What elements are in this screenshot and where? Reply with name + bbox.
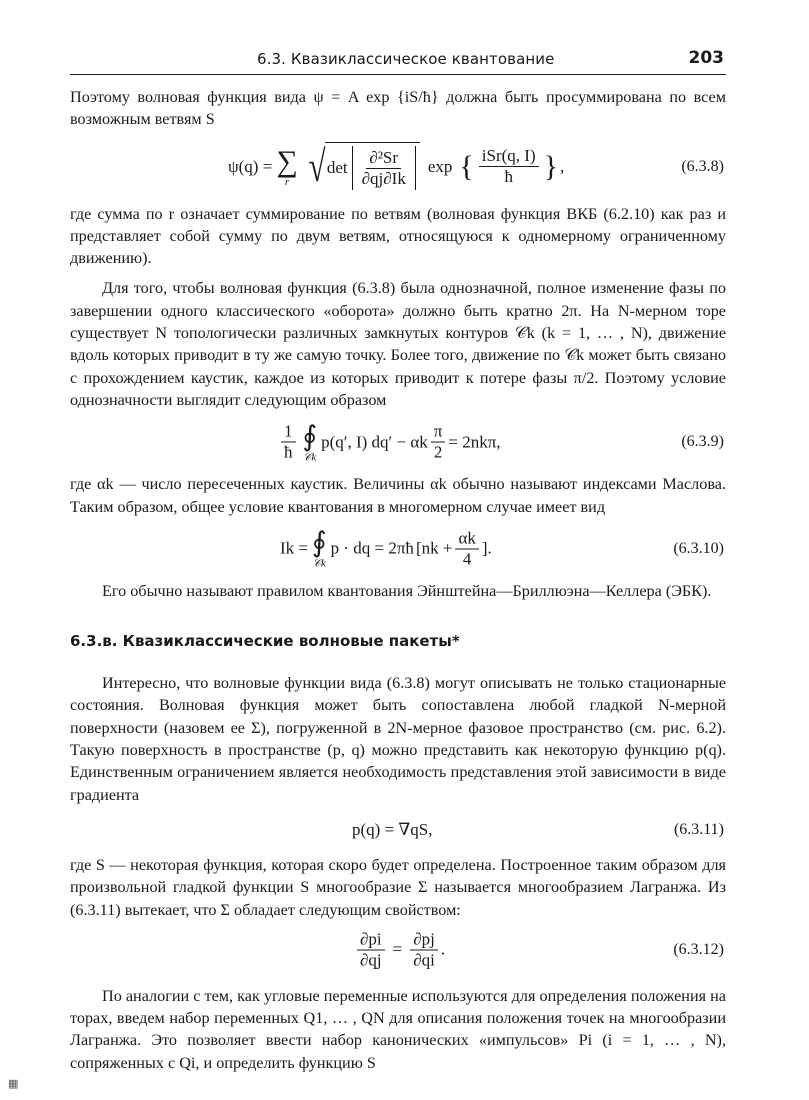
eq6310-bracket-open: [nk + <box>415 538 453 558</box>
eq6312-frac-right <box>410 929 438 970</box>
eq638-sum: ∑ r <box>276 144 298 188</box>
paragraph-1: Поэтому волновая функция вида ψ = A exp {iS/ħ} должна быть просуммирована по всем возможным ветвям S <box>70 88 726 129</box>
eq638-sum-index: r <box>284 175 290 188</box>
eq638-sqrt: √ det $\frac{\text{∂²Sr}}{\partial qj\partial Ik}$ <box>305 142 420 192</box>
eq638-d2s-frac <box>359 148 409 189</box>
eq638-tail: , <box>560 156 565 176</box>
eq639-contour-integral: ∮ 𝒞k <box>302 421 318 464</box>
paragraph-6: Интересно, что волновые функции вида (6.3.8) могут описывать не только стационарные состояния. Волновая функция может быть сопоставлена любой гладкой N-мерной поверхности (назовем ее Σ), погруженной в 2N-мерное фазовое пространство (см. рис. 6.2). Такую поверхность в пространстве (p, q) можно представить как некоторую функцию p(q). Единственным ограничением является необходимость представления этой зависимости в виде градиента <box>70 674 726 804</box>
eq6312-frac-left <box>357 929 385 970</box>
eq639-pi: π <box>431 422 446 443</box>
eq6310-lhs: Ik = <box>280 538 308 558</box>
eq6310-alpha-frac <box>455 528 478 569</box>
eq638-frac-den: ħ <box>504 167 513 187</box>
eq6312-den1: ∂qj <box>360 950 382 970</box>
eq638-d2s-num: ∂²Sr <box>366 148 401 169</box>
eq6310-integrand: p · dq = 2πħ <box>330 538 414 558</box>
equation-6-3-9 <box>70 413 726 471</box>
paragraph-2: где сумма по r означает суммирование по ветвям (волновая функция ВКБ (6.2.10) как раз и представляет собой сумму по двум ветвям, относящуюся к одномерному ограниченному движению). <box>70 204 726 268</box>
eq6312-dot: . <box>440 939 446 959</box>
eq639-contour: 𝒞k <box>303 451 317 464</box>
page-number: 203 <box>688 48 724 68</box>
eq6311-body: p(q) = ∇qS, <box>352 819 433 839</box>
eq6310-alpha: αk <box>455 528 478 549</box>
eq638-d2s-den: ∂qj∂Ik <box>361 168 406 188</box>
running-header <box>70 44 726 75</box>
eq638-number: (6.3.8) <box>681 157 724 175</box>
eq6310-contour: 𝒞k <box>312 557 326 570</box>
equation-6-3-10 <box>70 520 726 578</box>
page-body <box>70 86 726 1074</box>
paragraph-7: где S — некоторая функция, которая скоро будет определена. Построенное таким образом для произвольной гладкой функции S многообразие Σ называется многообразием Лагранжа. Из (6.3.11) вытекает, что Σ обладает следующим свойством: <box>70 855 726 919</box>
paragraph-8: По аналогии с тем, как угловые переменные используются для определения положения на торах, введем набор переменных Q1, … , QN для описания положения точек на многообразии Лагранжа. Это позволяет ввести набор канонических «импульсов» Pi (i = 1, … , N), сопряженных с Qi, и определить функцию S <box>70 986 726 1072</box>
eq6312-num1: ∂pi <box>357 929 385 950</box>
eq6312-number: (6.3.12) <box>673 940 724 958</box>
running-header-title: 6.3. Квазиклассическое квантование <box>257 50 555 68</box>
paragraph-5: Его обычно называют правилом квантования Эйнштейна—Бриллюэна—Келлера (ЭБК). <box>102 581 712 600</box>
eq639-one: 1 <box>281 422 296 443</box>
eq6310-four: 4 <box>462 549 472 569</box>
eq639-integrand: p(q′, I) dq′ − αk <box>321 432 428 452</box>
eq6310-number: (6.3.10) <box>673 539 724 557</box>
eq6310-bracket-close: ]. <box>481 538 492 558</box>
eq6312-den2: ∂qi <box>413 950 435 970</box>
equation-6-3-11 <box>70 808 726 852</box>
eq639-number: (6.3.9) <box>681 433 724 451</box>
equation-6-3-12 <box>70 923 726 977</box>
eq639-hbar: ħ <box>284 442 293 462</box>
section-heading: 6.3.в. Квазиклассические волновые пакеты* <box>70 632 460 651</box>
paragraph-4: где αk — число пересеченных каустик. Величины αk обычно называют индексами Маслова. Таким образом, общее условие квантования в многомерном случае имеет вид <box>70 475 726 516</box>
eq639-inv-hbar <box>281 422 296 463</box>
eq639-pi-half <box>431 422 446 463</box>
eq638-exp: exp <box>427 156 453 176</box>
eq638-lhs: ψ(q) = <box>228 156 273 176</box>
eq638-frac-num: iSr(q, I) <box>479 146 539 167</box>
eq639-rhs: = 2nkπ, <box>448 432 501 452</box>
equation-6-3-8: ψ(q) = ∑ r √ det $\frac{\text{∂²Sr}}{\partial qj\partial Ik}$ exp { $\frac{\text{iSr(q, I)}}{ħ}$ } , (6.3.8) <box>228 141 724 191</box>
eq6311-number: (6.3.11) <box>673 820 724 838</box>
eq6310-contour-integral: ∮ 𝒞k <box>312 527 327 570</box>
eq638-det: det <box>326 158 348 178</box>
scan-mark-icon: ▦ <box>8 1078 19 1090</box>
eq639-two: 2 <box>433 442 443 462</box>
eq6312-num2: ∂pj <box>410 929 438 950</box>
paragraph-3: Для того, чтобы волновая функция (6.3.8) была однозначной, полное изменение фазы по завершении одного классического «оборота» должно быть кратно 2π. На N-мерном торе существует N топологически различных замкнутых контуров 𝒞k (k = 1, … , N), движение вдоль которых приводит в ту же самую точку. Более того, движение по 𝒞k может быть связано с прохождением каустик, каждое из которых приводит к потере фазы π/2. Поэтому условие однозначности выглядит следующим образом <box>70 279 726 409</box>
eq638-exp-frac <box>479 146 539 187</box>
eq6312-equals: = <box>392 939 403 959</box>
eq638-det-bars <box>352 146 416 190</box>
